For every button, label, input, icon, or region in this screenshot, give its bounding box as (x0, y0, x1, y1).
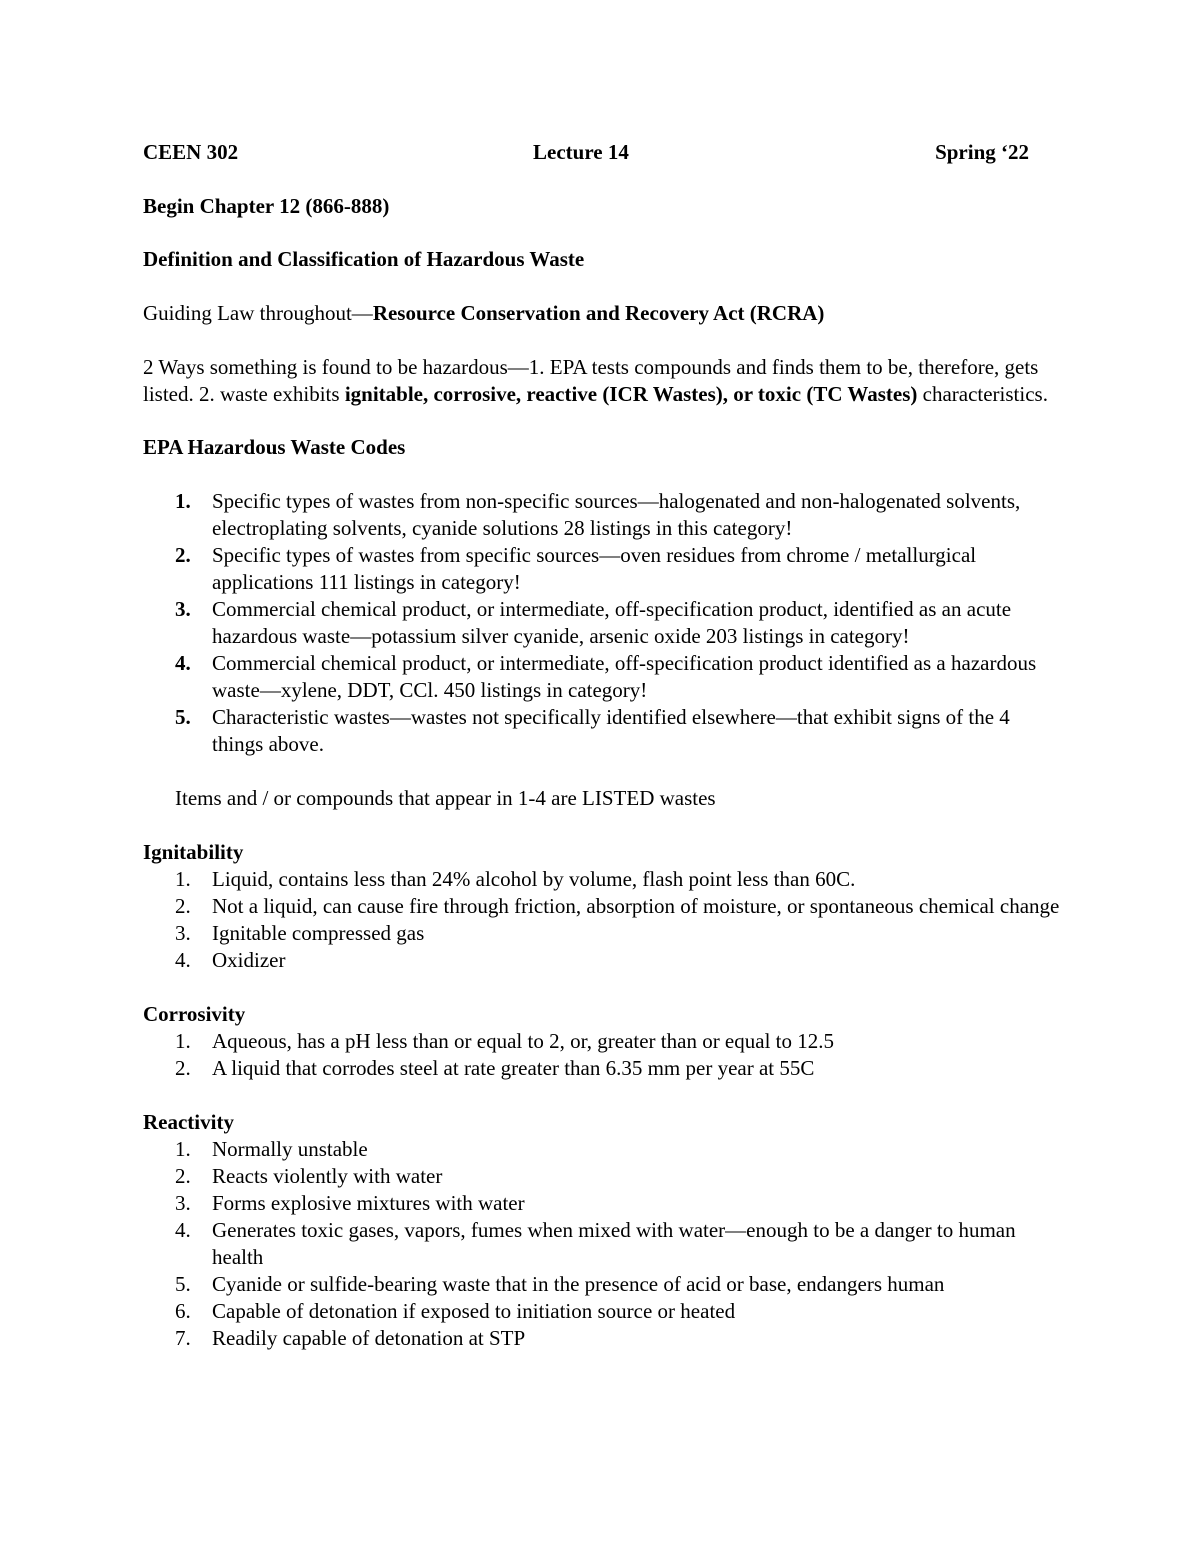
guiding-law-line (143, 300, 1063, 327)
list-item-number: 1. (175, 489, 191, 513)
list-item-text: Oxidizer (212, 948, 286, 972)
list-item-text: Ignitable compressed gas (212, 921, 425, 945)
section-title: Definition and Classification of Hazardous Waste (143, 247, 585, 271)
corrosivity-title: Corrosivity (143, 1002, 246, 1026)
reactivity-list (143, 1136, 1063, 1352)
list-item-text: Forms explosive mixtures with water (212, 1191, 525, 1215)
epa-codes-list (143, 488, 1063, 758)
page-header (143, 139, 1063, 167)
list-item-text: Generates toxic gases, vapors, fumes when mixed with water—enough to be a danger to human health (212, 1218, 1016, 1269)
list-item-text: Characteristic wastes—wastes not specifically identified elsewhere—that exhibit signs of the 4 things above. (212, 705, 1010, 756)
chapter-heading: Begin Chapter 12 (866-888) (143, 194, 390, 218)
list-item (143, 542, 1063, 596)
list-item-text: Readily capable of detonation at STP (212, 1326, 526, 1350)
two-ways-paragraph (143, 354, 1063, 408)
guiding-law-name: Resource Conservation and Recovery Act (RCRA) (372, 301, 825, 325)
list-item-number: 4. (175, 651, 191, 675)
list-item-number: 2. (175, 1164, 191, 1188)
list-item-number: 1. (175, 1137, 191, 1161)
list-item (143, 1190, 1063, 1217)
course-code: CEEN 302 (143, 140, 239, 164)
ignitability-list (143, 866, 1063, 974)
list-item-number: 2. (175, 894, 191, 918)
list-item-number: 7. (175, 1326, 191, 1350)
corrosivity-list (143, 1028, 1063, 1082)
list-item-text: Capable of detonation if exposed to initiation source or heated (212, 1299, 736, 1323)
list-item-number: 3. (175, 1191, 191, 1215)
list-item-number: 1. (175, 867, 191, 891)
list-item (143, 920, 1063, 947)
list-item (143, 650, 1063, 704)
two-ways-text-2: characteristics. (917, 382, 1048, 406)
list-item-number: 2. (175, 543, 191, 567)
list-item (143, 1028, 1063, 1055)
list-item (143, 1325, 1063, 1352)
epa-codes-title: EPA Hazardous Waste Codes (143, 435, 406, 459)
two-ways-bold: ignitable, corrosive, reactive (ICR Wastes), or toxic (TC Wastes) (344, 382, 918, 406)
list-item (143, 488, 1063, 542)
two-ways-text-1: 2 Ways something is found to be hazardous—1. EPA tests compounds and finds them to be, therefore, gets listed. 2. waste exhibits (143, 355, 1039, 406)
list-item-text: Specific types of wastes from non-specific sources—halogenated and non-halogenated solvents, electroplating solvents, cyanide solutions 28 listings in this category! (212, 489, 1021, 540)
list-item-text: Reacts violently with water (212, 1164, 443, 1188)
reactivity-title: Reactivity (143, 1110, 234, 1134)
list-item-number: 4. (175, 948, 191, 972)
list-item (143, 866, 1063, 893)
list-item-number: 3. (175, 597, 191, 621)
list-item-text: Normally unstable (212, 1137, 368, 1161)
list-item (143, 1163, 1063, 1190)
list-item-number: 6. (175, 1299, 191, 1323)
list-item (143, 596, 1063, 650)
guiding-law-prefix: Guiding Law throughout— (143, 301, 373, 325)
document-content (143, 139, 1063, 1352)
list-item-text: Not a liquid, can cause fire through friction, absorption of moisture, or spontaneous chemical change (212, 894, 1060, 918)
list-item-number: 5. (175, 705, 191, 729)
list-item-text: A liquid that corrodes steel at rate greater than 6.35 mm per year at 55C (212, 1056, 815, 1080)
list-item-number: 4. (175, 1218, 191, 1242)
list-item-number: 3. (175, 921, 191, 945)
list-item-text: Aqueous, has a pH less than or equal to 2, or, greater than or equal to 12.5 (212, 1029, 834, 1053)
list-item (143, 1055, 1063, 1082)
ignitability-title: Ignitability (143, 840, 244, 864)
list-item (143, 1136, 1063, 1163)
list-item (143, 893, 1063, 920)
list-item-text: Cyanide or sulfide-bearing waste that in the presence of acid or base, endangers human (212, 1272, 945, 1296)
list-item (143, 947, 1063, 974)
listed-wastes-note: Items and / or compounds that appear in 1-4 are LISTED wastes (175, 786, 716, 810)
list-item (143, 1298, 1063, 1325)
list-item-text: Commercial chemical product, or intermediate, off-specification product identified as a hazardous waste—xylene, DDT, CCl. 450 listings in category! (212, 651, 1037, 702)
term-label: Spring ‘22 (935, 140, 1029, 164)
list-item-number: 1. (175, 1029, 191, 1053)
list-item-text: Specific types of wastes from specific sources—oven residues from chrome / metallurgical applications 111 listings in category! (212, 543, 977, 594)
list-item (143, 1271, 1063, 1298)
list-item-text: Commercial chemical product, or intermediate, off-specification product, identified as an acute hazardous waste—potassium silver cyanide, arsenic oxide 203 listings in category! (212, 597, 1012, 648)
list-item-text: Liquid, contains less than 24% alcohol by volume, flash point less than 60C. (212, 867, 856, 891)
list-item-number: 5. (175, 1272, 191, 1296)
lecture-number: Lecture 14 (533, 140, 629, 164)
list-item-number: 2. (175, 1056, 191, 1080)
list-item (143, 704, 1063, 758)
list-item (143, 1217, 1063, 1271)
